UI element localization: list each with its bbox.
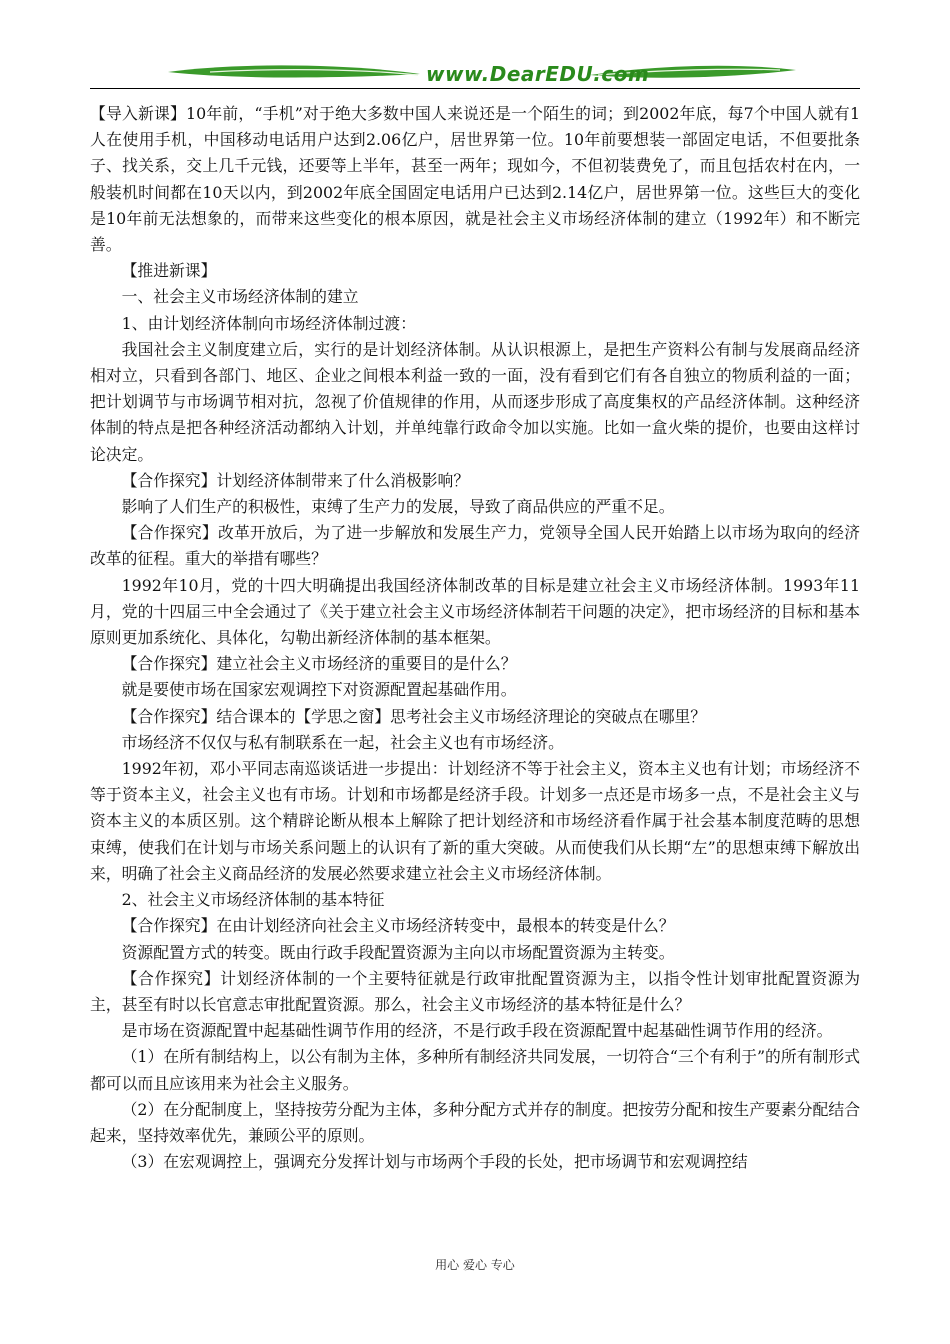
site-logo[interactable]: www.DearEDU.com — [426, 62, 650, 86]
header-divider — [90, 88, 860, 89]
document-body — [90, 101, 860, 1175]
paragraph: 1992年初，邓小平同志南巡谈话进一步提出：计划经济不等于社会主义，资本主义也有计划；市场经济不等于资本主义，社会主义也有市场。计划和市场都是经济手段。计划多一点还是市场多一点，不是社会主义与资本主义的本质区别。这个精辟论断从根本上解除了把计划经济和市场经济看作属于社会基本制度范畴的思想束缚，使我们在计划与市场关系问题上的认识有了新的重大突破。从而使我们从长期“左”的思想束缚下解放出来，明确了社会主义商品经济的发展必然要求建立社会主义市场经济体制。 — [90, 759, 860, 883]
paragraph: 【合作探究】计划经济体制的一个主要特征就是行政审批配置资源为主，以指令性计划审批配置资源为主，甚至有时以长官意志审批配置资源。那么，社会主义市场经济的基本特征是什么？ — [90, 968, 860, 1014]
list-item: （3）在宏观调控上，强调充分发挥计划与市场两个手段的长处，把市场调节和宏观调控结 — [121, 1152, 748, 1172]
section-heading: 一、社会主义市场经济体制的建立 — [121, 287, 359, 307]
subsection-heading: 1、由计划经济体制向市场经济体制过渡： — [121, 313, 416, 333]
paragraph: 就是要使市场在国家宏观调控下对资源配置起基础作用。 — [121, 680, 517, 700]
paragraph: 我国社会主义制度建立后，实行的是计划经济体制。从认识根源上，是把生产资料公有制与发展商品经济相对立，只看到各部门、地区、企业之间根本利益一致的一面，没有看到它们有各自独立的物质利益的一面；把计划调节与市场调节相对抗，忽视了价值规律的作用，从而逐步形成了高度集权的产品经济体制。这种经济体制的特点是把各种经济活动都纳入计划，并单纯靠行政命令加以实施。比如一盒火柴的提价，也要由这样讨论决定。 — [90, 339, 860, 464]
paragraph: 【合作探究】在由计划经济向社会主义市场经济转变中，最根本的转变是什么？ — [121, 916, 675, 936]
paragraph: 【合作探究】改革开放后，为了进一步解放和发展生产力，党领导全国人民开始踏上以市场为取向的经济改革的征程。重大的举措有哪些？ — [90, 523, 860, 569]
list-item: （2）在分配制度上，坚持按劳分配为主体，多种分配方式并存的制度。把按劳分配和按生产要素分配结合起来，坚持效率优先，兼顾公平的原则。 — [90, 1099, 860, 1145]
paragraph: 【合作探究】建立社会主义市场经济的重要目的是什么？ — [121, 654, 517, 674]
paragraph: 【导入新课】10年前，“手机”对于绝大多数中国人来说还是一个陌生的词；到2002年底，每7个中国人就有1人在使用手机，中国移动电话用户达到2.06亿户，居世界第一位。10年前要想装一部固定电话，不但要批条子、找关系，交上几千元钱，还要等上半年，甚至一两年；现如今，不但初装费免了，而且包括农村在内，一般装机时间都在10天以内，到2002年底全国固定电话用户已达到2.14亿户，居世界第一位。这些巨大的变化是10年前无法想象的，而带来这些变化的根本原因，就是社会主义市场经济体制的建立（1992年）和不断完善。 — [90, 104, 860, 255]
list-item: （1）在所有制结构上，以公有制为主体，多种所有制经济共同发展，一切符合“三个有利于”的所有制形式都可以而且应该用来为社会主义服务。 — [90, 1047, 860, 1093]
paragraph: 市场经济不仅仅与私有制联系在一起，社会主义也有市场经济。 — [121, 732, 564, 752]
paragraph: 是市场在资源配置中起基础性调节作用的经济，不是行政手段在资源配置中起基础性调节作用的经济。 — [121, 1021, 833, 1041]
paragraph: 影响了人们生产的积极性，束缚了生产力的发展，导致了商品供应的严重不足。 — [121, 497, 675, 517]
subsection-heading: 2、社会主义市场经济体制的基本特征 — [121, 890, 385, 910]
paragraph: 1992年10月，党的十四大明确提出我国经济体制改革的目标是建立社会主义市场经济体制。1993年11月，党的十四届三中全会通过了《关于建立社会主义市场经济体制若干问题的决定》，把市场经济的目标和基本原则更加系统化、具体化，勾勒出新经济体制的基本框架。 — [90, 575, 860, 648]
paragraph: 【推进新课】 — [121, 261, 217, 281]
paragraph: 资源配置方式的转变。既由行政手段配置资源为主向以市场配置资源为主转变。 — [121, 942, 675, 962]
page-footer: 用心 爱心 专心 — [435, 1258, 515, 1272]
page-header — [90, 58, 860, 94]
paragraph: 【合作探究】结合课本的【学思之窗】思考社会主义市场经济理论的突破点在哪里？ — [121, 706, 707, 726]
paragraph: 【合作探究】计划经济体制带来了什么消极影响？ — [121, 470, 470, 490]
